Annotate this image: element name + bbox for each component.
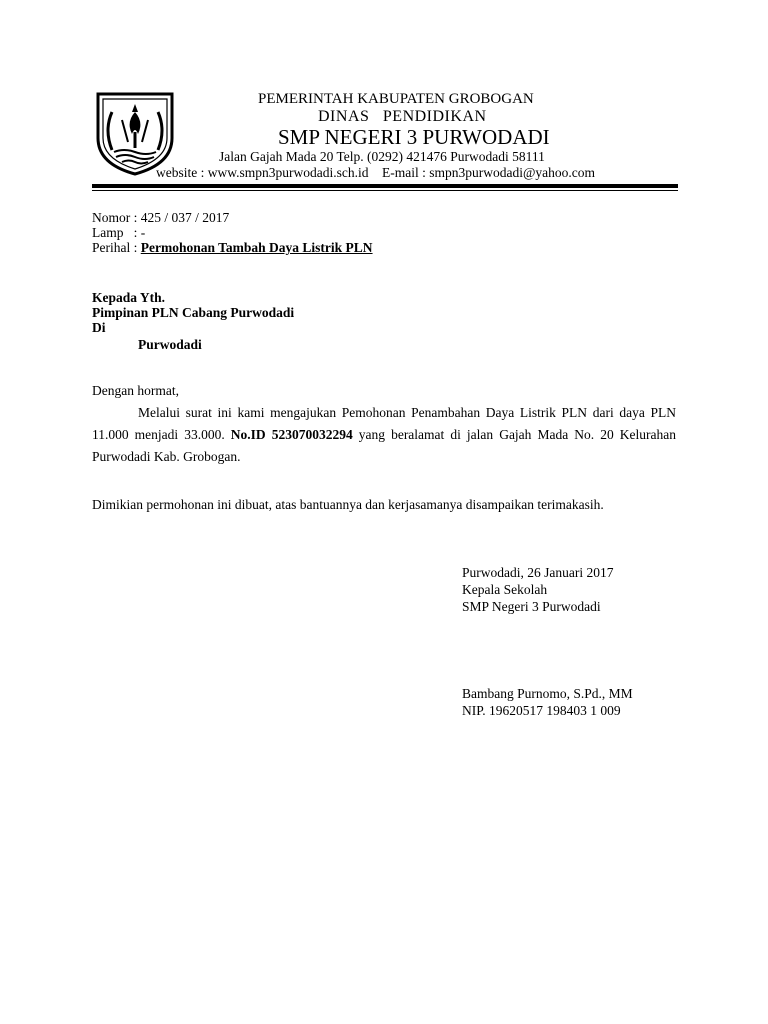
recipient-salutation: Kepada Yth. — [92, 290, 166, 305]
letter-attachment: Lamp : - — [92, 225, 146, 240]
letterhead-address: Jalan Gajah Mada 20 Telp. (0292) 421476 Purwodadi 58111 — [219, 149, 545, 164]
recipient-name: Pimpinan PLN Cabang Purwodadi — [92, 305, 295, 320]
letter-subject — [92, 240, 373, 256]
customer-id: No.ID 523070032294 — [230, 427, 353, 442]
signature-institution: SMP Negeri 3 Purwodadi — [462, 599, 601, 614]
body-paragraph-1 — [92, 402, 676, 468]
letterhead-divider-thin — [92, 190, 678, 191]
letterhead-divider-thick — [92, 184, 678, 188]
signature-name: Bambang Purnomo, S.Pd., MM — [462, 686, 633, 701]
letterhead-government: PEMERINTAH KABUPATEN GROBOGAN — [258, 91, 534, 107]
signature-place-date: Purwodadi, 26 Januari 2017 — [462, 565, 614, 580]
recipient-di: Di — [92, 320, 106, 335]
body-paragraph-1-text-b: yang beralamat di jalan Gajah Mada No. 20 Kelurahan Purwodadi Kab. Grobogan. — [92, 427, 676, 464]
body-paragraph-2: Dimikian permohonan ini dibuat, atas bantuannya dan kerjasamanya disampaikan terimakasih. — [92, 497, 604, 512]
letter-number: Nomor : 425 / 037 / 2017 — [92, 210, 230, 225]
signature-nip: NIP. 19620517 198403 1 009 — [462, 703, 621, 718]
recipient-city: Purwodadi — [138, 337, 202, 352]
letter-subject-value: Permohonan Tambah Daya Listrik PLN — [140, 240, 373, 255]
body-paragraph-1-text-a: Melalui surat ini kami mengajukan Pemohonan Penambahan Daya Listrik PLN dari daya PLN 11.000 menjadi 33.000. — [92, 405, 676, 442]
regency-coat-of-arms-icon — [92, 90, 178, 176]
letter-subject-label: Perihal : — [92, 240, 141, 255]
letterhead-school-name: SMP NEGERI 3 PURWODADI — [278, 125, 550, 149]
letterhead-contact: website : www.smpn3purwodadi.sch.id E-mail : smpn3purwodadi@yahoo.com — [156, 165, 595, 180]
greeting: Dengan hormat, — [92, 383, 179, 398]
signature-position: Kepala Sekolah — [462, 582, 548, 597]
letterhead-department: DINAS PENDIDIKAN — [318, 108, 487, 125]
